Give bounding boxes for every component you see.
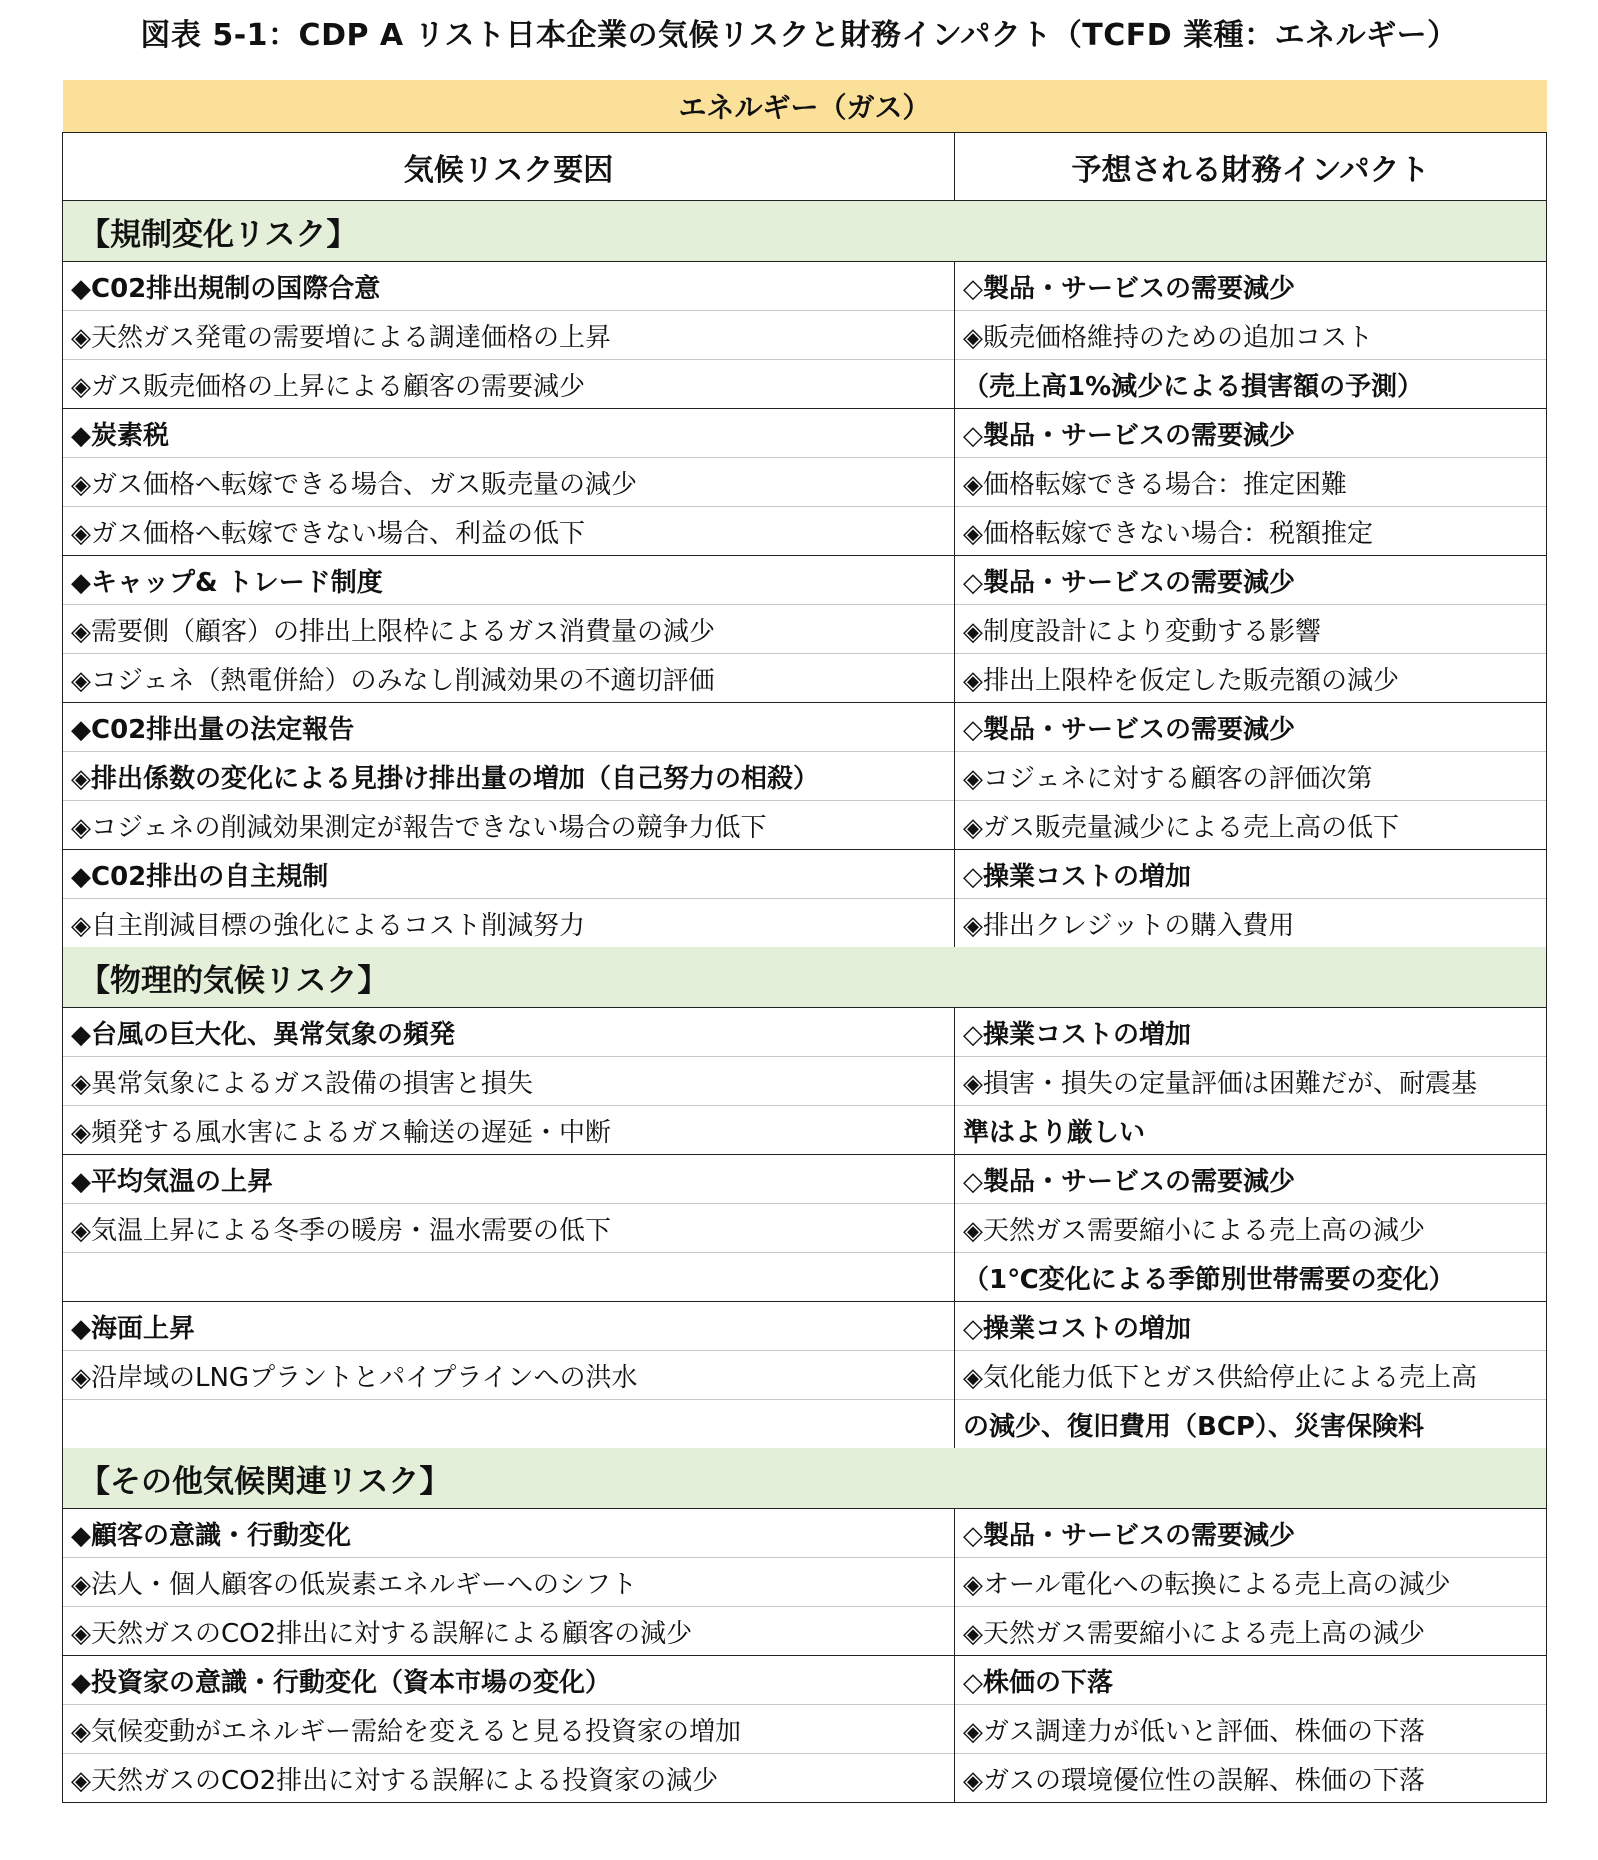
table-row xyxy=(63,605,1547,654)
risk-factor-cell: ◈コジェネ（熱電併給）のみなし削減効果の不適切評価 xyxy=(63,654,955,703)
section-title: 【その他気候関連リスク】 xyxy=(79,1463,451,1500)
table-row xyxy=(63,360,1547,409)
table-row xyxy=(63,899,1547,948)
risk-factor-heading: ◆キャップ& トレード制度 xyxy=(63,556,955,605)
figure-title: 図表 5-1：CDP A リスト日本企業の気候リスクと財務インパクト（TCFD 業種：エネルギー） xyxy=(140,18,1458,53)
impact-cell: ◈ガス販売量減少による売上高の低下 xyxy=(955,801,1547,850)
impact-cell: ◈損害・損失の定量評価は困難だが、耐震基 xyxy=(955,1057,1547,1106)
impact-cell: ◈ガス調達力が低いと評価、株価の下落 xyxy=(955,1705,1547,1754)
table-row xyxy=(63,311,1547,360)
risk-group-row xyxy=(63,409,1547,458)
risk-factor-cell: ◈天然ガスのCO2排出に対する誤解による顧客の減少 xyxy=(63,1607,955,1656)
impact-cell: ◈気化能力低下とガス供給停止による売上高 xyxy=(955,1351,1547,1400)
table-row xyxy=(63,1754,1547,1803)
risk-factor-heading: ◆平均気温の上昇 xyxy=(63,1155,955,1204)
impact-heading: ◇製品・サービスの需要減少 xyxy=(955,409,1547,458)
table-row xyxy=(63,1106,1547,1155)
header-financial-impact: 予想される財務インパクト xyxy=(955,133,1547,201)
header-row xyxy=(63,133,1547,201)
table-row xyxy=(63,1607,1547,1656)
table-row xyxy=(63,507,1547,556)
section-cell xyxy=(63,947,1547,1008)
risk-factor-cell: ◈沿岸域のLNGプラントとパイプラインへの洪水 xyxy=(63,1351,955,1400)
risk-factor-heading: ◆台風の巨大化、異常気象の頻発 xyxy=(63,1008,955,1057)
risk-factor-cell xyxy=(63,1400,955,1449)
risk-group-row xyxy=(63,1008,1547,1057)
impact-heading: ◇操業コストの増加 xyxy=(955,1008,1547,1057)
table-row xyxy=(63,1351,1547,1400)
impact-cell: ◈制度設計により変動する影響 xyxy=(955,605,1547,654)
risk-factor-cell: ◈ガス販売価格の上昇による顧客の需要減少 xyxy=(63,360,955,409)
impact-cell: の減少、復旧費用（BCP）、災害保険料 xyxy=(955,1400,1547,1449)
section-title: 【物理的気候リスク】 xyxy=(79,962,389,999)
risk-factor-heading: ◆C02排出量の法定報告 xyxy=(63,703,955,752)
risk-factor-cell: ◈天然ガスのCO2排出に対する誤解による投資家の減少 xyxy=(63,1754,955,1803)
impact-heading: ◇操業コストの増加 xyxy=(955,850,1547,899)
impact-cell: ◈天然ガス需要縮小による売上高の減少 xyxy=(955,1607,1547,1656)
impact-cell: ◈排出上限枠を仮定した販売額の減少 xyxy=(955,654,1547,703)
risk-factor-cell: ◈ガス価格へ転嫁できない場合、利益の低下 xyxy=(63,507,955,556)
section-title: 【規制変化リスク】 xyxy=(79,216,358,253)
impact-cell: 準はより厳しい xyxy=(955,1106,1547,1155)
risk-table xyxy=(62,80,1547,1803)
impact-cell: ◈販売価格維持のための追加コスト xyxy=(955,311,1547,360)
impact-heading: ◇株価の下落 xyxy=(955,1656,1547,1705)
impact-cell: ◈コジェネに対する顧客の評価次第 xyxy=(955,752,1547,801)
risk-factor-cell: ◈頻発する風水害によるガス輸送の遅延・中断 xyxy=(63,1106,955,1155)
impact-heading: ◇製品・サービスの需要減少 xyxy=(955,1155,1547,1204)
risk-group-row xyxy=(63,703,1547,752)
risk-factor-heading: ◆C02排出規制の国際合意 xyxy=(63,262,955,311)
impact-cell: （売上高1%減少による損害額の予測） xyxy=(955,360,1547,409)
section-header-row xyxy=(63,201,1547,262)
impact-heading: ◇製品・サービスの需要減少 xyxy=(955,703,1547,752)
category-band xyxy=(63,80,1547,133)
risk-factor-cell: ◈排出係数の変化による見掛け排出量の増加（自己努力の相殺） xyxy=(63,752,955,801)
risk-group-row xyxy=(63,1155,1547,1204)
risk-factor-heading: ◆炭素税 xyxy=(63,409,955,458)
impact-cell: ◈天然ガス需要縮小による売上高の減少 xyxy=(955,1204,1547,1253)
risk-factor-cell: ◈ガス価格へ転嫁できる場合、ガス販売量の減少 xyxy=(63,458,955,507)
risk-group-row xyxy=(63,850,1547,899)
risk-factor-cell: ◈自主削減目標の強化によるコスト削減努力 xyxy=(63,899,955,948)
table-row xyxy=(63,458,1547,507)
risk-group-row xyxy=(63,1656,1547,1705)
risk-group-row xyxy=(63,1302,1547,1351)
risk-factor-cell: ◈天然ガス発電の需要増による調達価格の上昇 xyxy=(63,311,955,360)
section-cell xyxy=(63,1448,1547,1509)
impact-cell: ◈価格転嫁できる場合：推定困難 xyxy=(955,458,1547,507)
risk-factor-cell xyxy=(63,1253,955,1302)
risk-group-row xyxy=(63,556,1547,605)
risk-factor-heading: ◆海面上昇 xyxy=(63,1302,955,1351)
impact-cell: ◈ガスの環境優位性の誤解、株価の下落 xyxy=(955,1754,1547,1803)
table-row xyxy=(63,1558,1547,1607)
impact-heading: ◇製品・サービスの需要減少 xyxy=(955,556,1547,605)
risk-factor-heading: ◆C02排出の自主規制 xyxy=(63,850,955,899)
category-title: エネルギー（ガス） xyxy=(63,80,1547,133)
table-row xyxy=(63,752,1547,801)
section-cell xyxy=(63,201,1547,262)
risk-factor-heading: ◆顧客の意識・行動変化 xyxy=(63,1509,955,1558)
impact-cell: ◈価格転嫁できない場合：税額推定 xyxy=(955,507,1547,556)
table-row xyxy=(63,1705,1547,1754)
impact-cell: ◈オール電化への転換による売上高の減少 xyxy=(955,1558,1547,1607)
risk-factor-heading: ◆投資家の意識・行動変化（資本市場の変化） xyxy=(63,1656,955,1705)
risk-factor-cell: ◈気温上昇による冬季の暖房・温水需要の低下 xyxy=(63,1204,955,1253)
section-header-row xyxy=(63,947,1547,1008)
impact-cell: ◈排出クレジットの購入費用 xyxy=(955,899,1547,948)
section-header-row xyxy=(63,1448,1547,1509)
impact-heading: ◇製品・サービスの需要減少 xyxy=(955,262,1547,311)
risk-group-row xyxy=(63,1509,1547,1558)
table-row xyxy=(63,801,1547,850)
risk-group-row xyxy=(63,262,1547,311)
table-row xyxy=(63,1400,1547,1449)
table-row xyxy=(63,1057,1547,1106)
header-risk-factor: 気候リスク要因 xyxy=(63,133,955,201)
risk-factor-cell: ◈気候変動がエネルギー需給を変えると見る投資家の増加 xyxy=(63,1705,955,1754)
impact-cell: （1℃変化による季節別世帯需要の変化） xyxy=(955,1253,1547,1302)
impact-heading: ◇製品・サービスの需要減少 xyxy=(955,1509,1547,1558)
table-row xyxy=(63,654,1547,703)
impact-heading: ◇操業コストの増加 xyxy=(955,1302,1547,1351)
risk-factor-cell: ◈異常気象によるガス設備の損害と損失 xyxy=(63,1057,955,1106)
table-row xyxy=(63,1253,1547,1302)
risk-factor-cell: ◈需要側（顧客）の排出上限枠によるガス消費量の減少 xyxy=(63,605,955,654)
table-row xyxy=(63,1204,1547,1253)
risk-factor-cell: ◈コジェネの削減効果測定が報告できない場合の競争力低下 xyxy=(63,801,955,850)
risk-factor-cell: ◈法人・個人顧客の低炭素エネルギーへのシフト xyxy=(63,1558,955,1607)
